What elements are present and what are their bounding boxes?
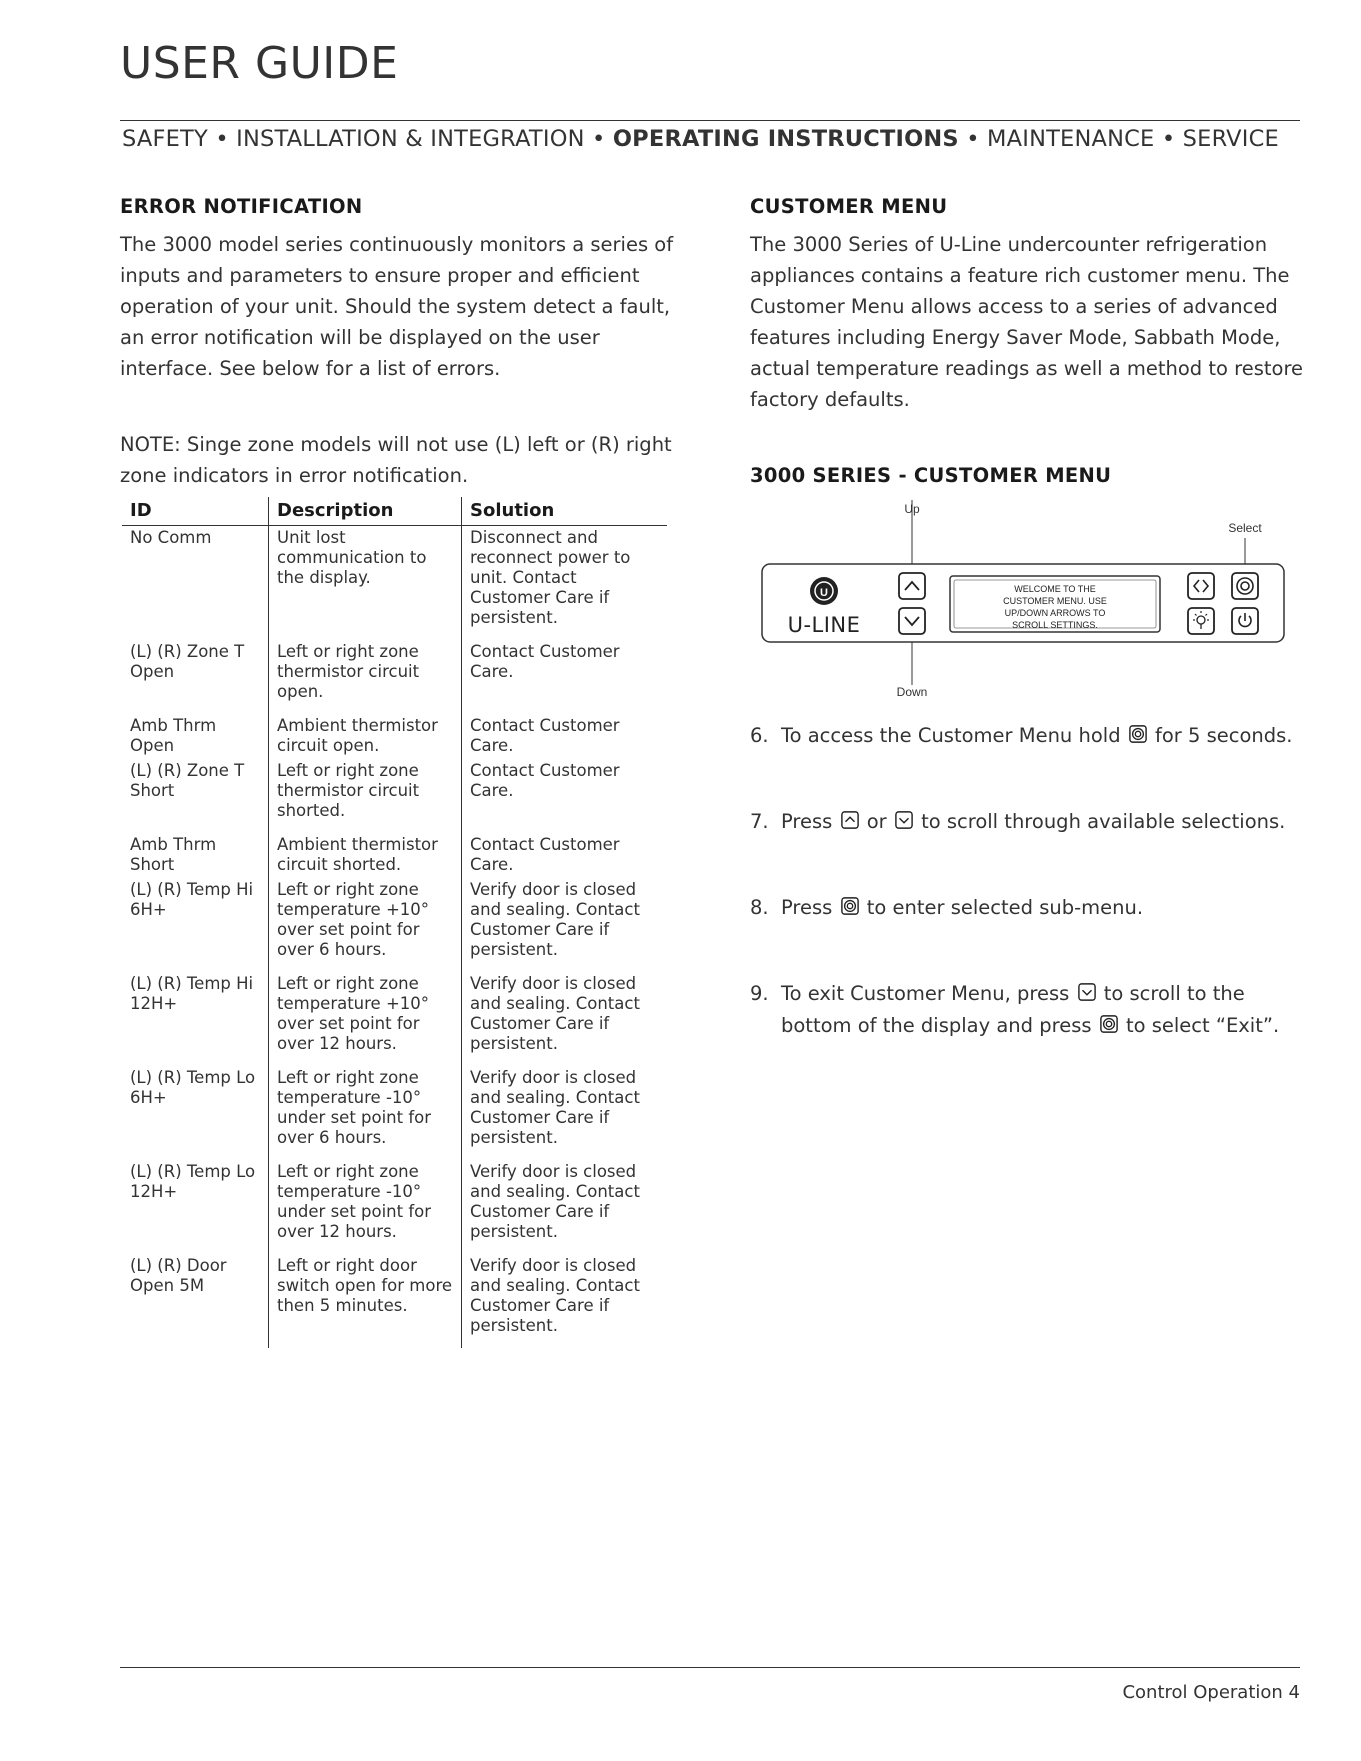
error-id: (L) (R) Temp Lo 12H+ (130, 1162, 256, 1201)
down-button-icon (895, 811, 913, 829)
display-line: CUSTOMER MENU. USE (1003, 596, 1107, 606)
table-row (122, 833, 667, 878)
error-note: NOTE: Singe zone models will not use (L) left or (R) right zone indicators in error notification. (120, 433, 672, 487)
down-button[interactable] (899, 608, 925, 634)
error-solution: Verify door is closed and sealing. Contact Customer Care if persistent. (462, 1066, 668, 1160)
error-table (122, 497, 667, 1348)
zone-button[interactable] (1188, 573, 1214, 599)
error-solution: Verify door is closed and sealing. Contact Customer Care if persistent. (462, 972, 668, 1066)
section-nav (122, 126, 1279, 152)
step-number: 6. (750, 724, 769, 747)
table-row (122, 714, 667, 759)
error-solution: Verify door is closed and sealing. Contact Customer Care if persistent. (462, 878, 668, 972)
lcd-display (950, 576, 1160, 632)
table-row (122, 1160, 667, 1254)
error-description: Left or right zone temperature -10° under set point for over 12 hours. (269, 1160, 462, 1254)
step-item (750, 982, 1245, 1005)
step-text: To exit Customer Menu, press (781, 982, 1070, 1005)
page-title: USER GUIDE (120, 38, 399, 89)
nav-item-service: SERVICE (1182, 126, 1279, 152)
step-text: to scroll through available selections. (921, 810, 1286, 833)
step-text: for 5 seconds. (1154, 724, 1293, 747)
label-select: Select (1228, 521, 1262, 535)
svg-text:U: U (820, 587, 828, 599)
column-header-solution: Solution (462, 497, 668, 526)
error-solution: Verify door is closed and sealing. Contact Customer Care if persistent. (462, 1254, 668, 1348)
table-row (122, 972, 667, 1066)
nav-separator: • (1161, 126, 1176, 152)
up-button[interactable] (899, 573, 925, 599)
error-description: Ambient thermistor circuit shorted. (269, 833, 462, 878)
error-id: (L) (R) Temp Lo 6H+ (130, 1068, 256, 1107)
error-description: Left or right door switch open for more then 5 minutes. (269, 1254, 462, 1348)
table-header-row (122, 497, 667, 526)
table-row (122, 878, 667, 972)
error-description: Left or right zone thermistor circuit open. (269, 640, 462, 714)
select-button-icon (841, 897, 859, 915)
step-number: 8. (750, 896, 769, 919)
error-notification-heading: ERROR NOTIFICATION (120, 195, 363, 218)
error-id: No Comm (130, 528, 212, 547)
step-text: to scroll to the (1103, 982, 1245, 1005)
error-description: Left or right zone temperature -10° under set point for over 6 hours. (269, 1066, 462, 1160)
error-intro: The 3000 model series continuously monitors a series of inputs and parameters to ensure proper and efficient operation of your unit. Should the system detect a fault, an error notification will be displayed on the user interface. See below for a list of errors. (120, 233, 674, 380)
error-id: Amb Thrm Short (130, 835, 217, 874)
table-row (122, 526, 667, 641)
select-button-icon (1100, 1015, 1118, 1033)
step-text: Press (781, 810, 833, 833)
column-header-id: ID (122, 497, 269, 526)
nav-item-maintenance: MAINTENANCE (987, 126, 1155, 152)
step-item-continued (750, 1014, 1279, 1037)
light-button[interactable] (1188, 608, 1214, 634)
down-button-icon (1078, 983, 1096, 1001)
error-description: Left or right zone thermistor circuit shorted. (269, 759, 462, 833)
label-down: Down (896, 685, 928, 699)
customer-menu-heading: CUSTOMER MENU (750, 195, 948, 218)
error-solution: Contact Customer Care. (462, 640, 668, 714)
page-footer: Control Operation 4 (1122, 1682, 1300, 1703)
error-description: Ambient thermistor circuit open. (269, 714, 462, 759)
step-number: 7. (750, 810, 769, 833)
display-line: WELCOME TO THE (1014, 584, 1096, 594)
step-item (750, 810, 1285, 833)
error-id: (L) (R) Temp Hi 12H+ (130, 974, 254, 1013)
error-solution: Contact Customer Care. (462, 714, 668, 759)
select-button-icon (1129, 725, 1147, 743)
error-solution: Verify door is closed and sealing. Contact Customer Care if persistent. (462, 1160, 668, 1254)
footer-rule (120, 1667, 1300, 1668)
error-id: (L) (R) Zone T Open (130, 642, 245, 681)
customer-menu-intro: The 3000 Series of U-Line undercounter refrigeration appliances contains a feature rich customer menu. The Customer Menu allows access to a series of advanced features including Energy Saver Mode, Sabbath Mode, actual temperature readings as well a method to restore factory defaults. (750, 233, 1304, 411)
select-button[interactable] (1232, 573, 1258, 599)
error-solution: Disconnect and reconnect power to unit. Contact Customer Care if persistent. (462, 526, 668, 641)
step-text: to select “Exit”. (1125, 1014, 1280, 1037)
control-panel-diagram (750, 500, 1290, 705)
up-button-icon (841, 811, 859, 829)
brand-name: U-LINE (787, 613, 861, 637)
error-id: (L) (R) Zone T Short (130, 761, 245, 800)
nav-separator: • (592, 126, 606, 152)
nav-separator: • (215, 126, 229, 152)
error-solution: Contact Customer Care. (462, 833, 668, 878)
nav-item-installation: INSTALLATION & INTEGRATION (236, 126, 585, 152)
nav-item-safety: SAFETY (122, 126, 208, 152)
step-item (750, 724, 1293, 747)
display-line: UP/DOWN ARROWS TO (1004, 608, 1106, 618)
customer-menu-subheading: 3000 SERIES - CUSTOMER MENU (750, 464, 1112, 487)
step-item (750, 896, 1143, 919)
error-id: (L) (R) Door Open 5M (130, 1256, 227, 1295)
step-number: 9. (750, 982, 769, 1005)
power-button[interactable] (1232, 608, 1258, 634)
error-id: (L) (R) Temp Hi 6H+ (130, 880, 254, 919)
table-row (122, 1254, 667, 1348)
error-id: Amb Thrm Open (130, 716, 217, 755)
table-row (122, 640, 667, 714)
display-line: SCROLL SETTINGS. (1012, 620, 1098, 630)
label-up: Up (904, 502, 920, 516)
error-description: Unit lost communication to the display. (269, 526, 462, 641)
step-text: Press (781, 896, 833, 919)
error-description: Left or right zone temperature +10° over set point for over 6 hours. (269, 878, 462, 972)
step-text: bottom of the display and press (781, 1014, 1092, 1037)
table-row (122, 1066, 667, 1160)
step-text: To access the Customer Menu hold (781, 724, 1121, 747)
error-solution: Contact Customer Care. (462, 759, 668, 833)
table-row (122, 759, 667, 833)
nav-separator: • (966, 126, 980, 152)
error-description: Left or right zone temperature +10° over set point for over 12 hours. (269, 972, 462, 1066)
header-rule (120, 120, 1300, 121)
nav-item-operating-instructions: OPERATING INSTRUCTIONS (612, 126, 959, 152)
column-header-description: Description (269, 497, 462, 526)
step-text: to enter selected sub-menu. (866, 896, 1144, 919)
step-text: or (866, 810, 887, 833)
